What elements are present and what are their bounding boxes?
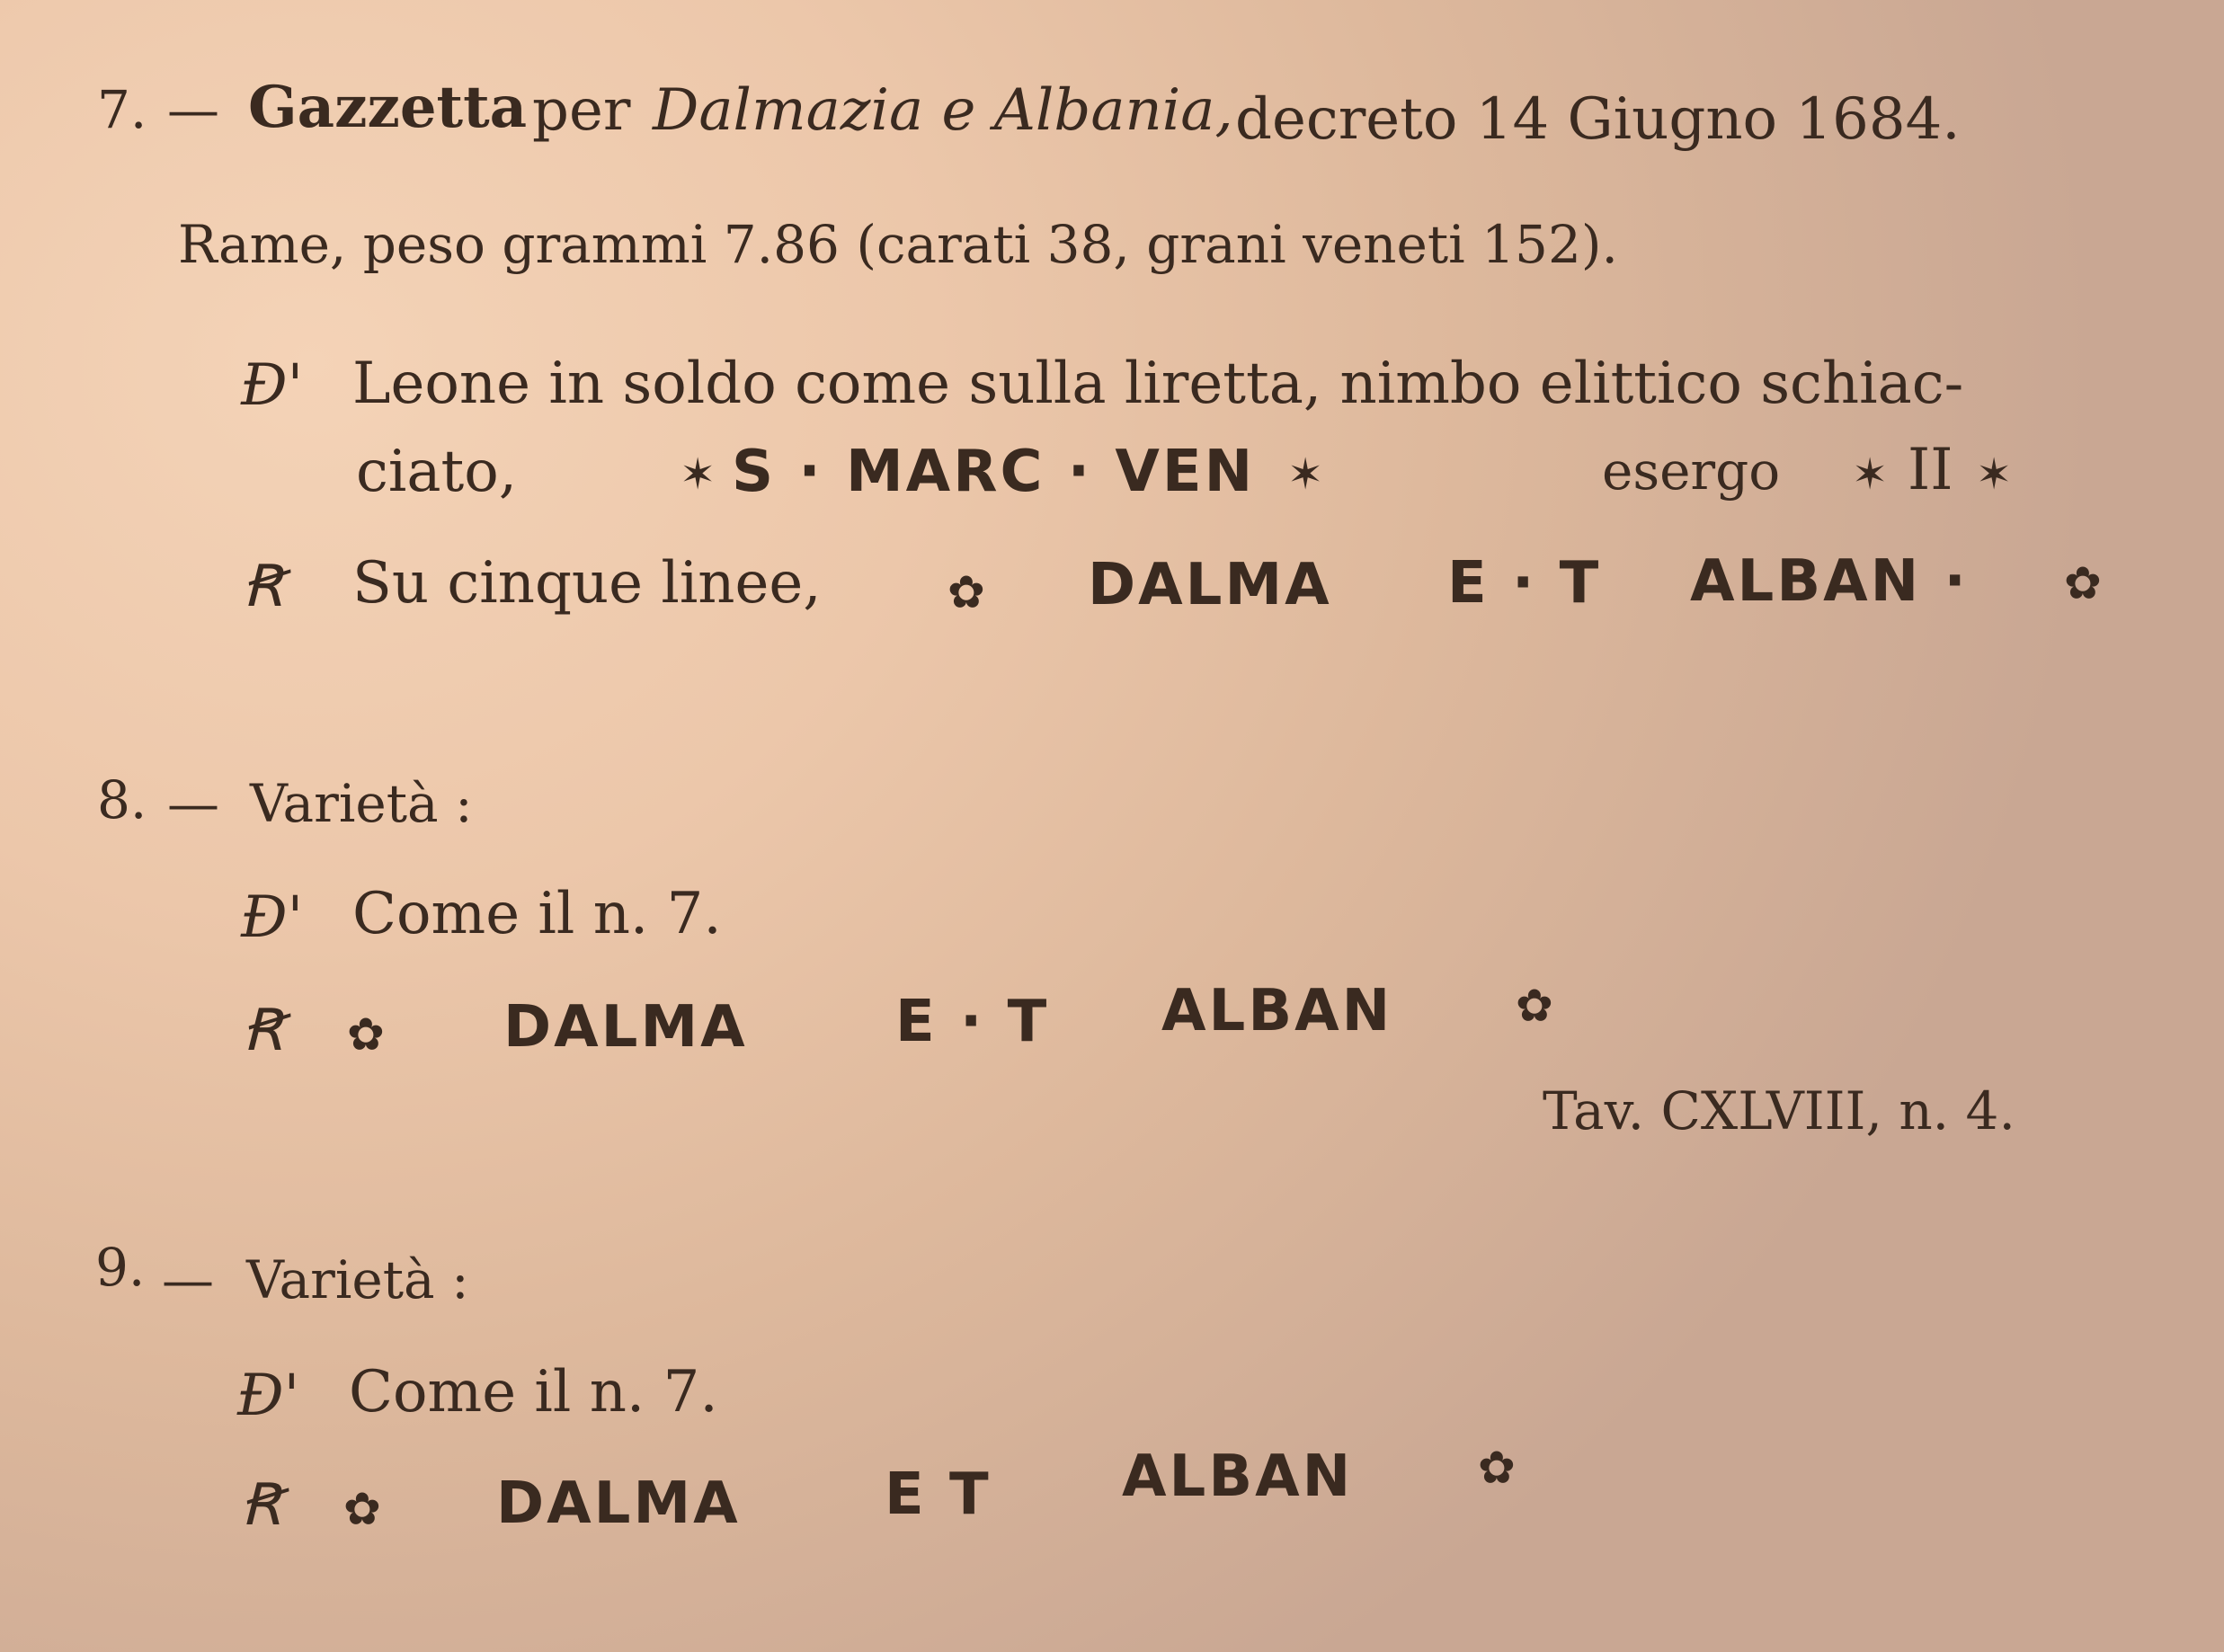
obverse-symbol: Ɖ' xyxy=(241,884,304,951)
metal-weight-line: Rame, peso grammi 7.86 (carati 38, grani veneti 152). xyxy=(178,214,1618,275)
reverse-symbol: Ꞧ xyxy=(243,998,283,1064)
reverse-legend-et: E T xyxy=(885,1461,992,1528)
rosette-icon: ✿ xyxy=(2064,557,2102,609)
reverse-legend-dalma: DALMA xyxy=(503,994,748,1061)
entry-dash: — xyxy=(162,1249,214,1310)
reverse-legend-alban: ALBAN · xyxy=(1690,548,1969,615)
obverse-symbol: Ɖ' xyxy=(237,1363,300,1429)
obverse-description: Come il n. 7. xyxy=(349,1359,718,1426)
exergue-label: esergo xyxy=(1602,440,1781,502)
reverse-symbol: Ꞧ xyxy=(241,1472,281,1539)
reverse-legend-dalma: DALMA xyxy=(496,1470,741,1537)
star-icon: ✶ xyxy=(680,449,716,500)
reverse-legend-et: E · T xyxy=(895,989,1050,1055)
rosette-icon: ✿ xyxy=(1516,980,1553,1032)
reverse-description: Su cinque linee, xyxy=(352,550,822,617)
star-icon: ✶ xyxy=(1287,449,1324,500)
entry-title-rest: decreto 14 Giugno 1684. xyxy=(1235,86,1961,153)
reverse-legend-et: E · T xyxy=(1447,550,1602,617)
entry-title-italic: Dalmazia e Albania, xyxy=(653,77,1233,144)
entry-title: Varietà : xyxy=(246,1249,469,1310)
rosette-icon: ✿ xyxy=(947,566,985,618)
rosette-icon: ✿ xyxy=(347,1008,385,1061)
entry-title-bold: Gazzetta xyxy=(248,74,528,141)
plate-reference: Tav. CXLVIII, n. 4. xyxy=(1543,1080,2015,1141)
entry-dash: — xyxy=(167,773,219,834)
entry-title: Varietà : xyxy=(250,773,473,834)
entry-number: 8. xyxy=(97,769,147,830)
reverse-legend-dalma: DALMA xyxy=(1088,552,1332,618)
reverse-legend-alban: ALBAN xyxy=(1122,1443,1354,1510)
obverse-description: Leone in soldo come sulla liretta, nimbo elittico schiac- xyxy=(352,351,1964,417)
entry-number: 7. xyxy=(97,79,147,140)
star-icon: ✶ xyxy=(1852,449,1889,500)
obverse-description-cont: ciato, xyxy=(356,439,518,505)
rosette-icon: ✿ xyxy=(343,1483,381,1535)
exergue-value: II xyxy=(1908,437,1953,503)
obverse-description: Come il n. 7. xyxy=(352,881,722,947)
entry-title-per: per xyxy=(532,77,631,144)
entry-dash: — xyxy=(167,79,219,140)
obverse-legend: S · MARC · VEN xyxy=(732,439,1256,505)
entry-number: 9. xyxy=(95,1237,146,1298)
reverse-symbol: Ꞧ xyxy=(243,554,283,620)
reverse-legend-alban: ALBAN xyxy=(1161,978,1393,1044)
obverse-symbol: Ɖ' xyxy=(241,352,304,419)
rosette-icon: ✿ xyxy=(1478,1442,1516,1494)
star-icon: ✶ xyxy=(1976,449,2013,500)
